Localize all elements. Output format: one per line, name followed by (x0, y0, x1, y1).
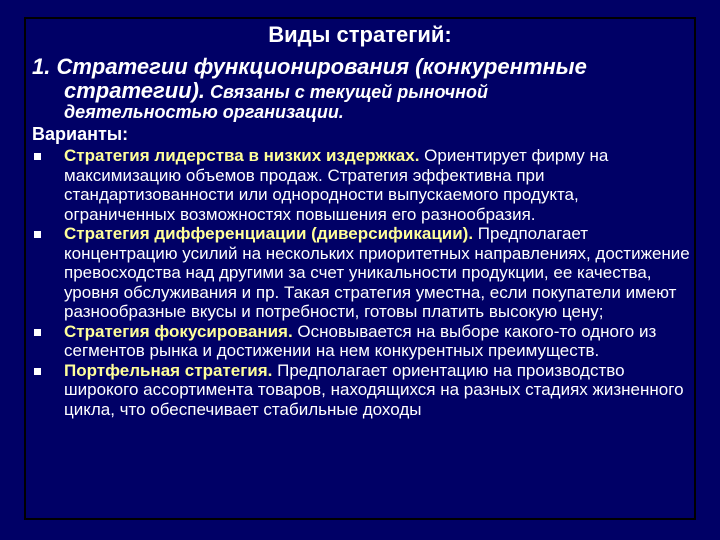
item-lead: Стратегия дифференциации (диверсификации). (64, 224, 474, 243)
heading-line-2-big: стратегии). (64, 78, 206, 103)
strategy-list (32, 146, 692, 419)
heading-line-1: 1. Стратегии функционирования (конкурентные (32, 54, 587, 79)
square-bullet-icon (34, 153, 41, 160)
heading-line-3: деятельностью организации. (64, 102, 344, 122)
square-bullet-icon (34, 329, 41, 336)
heading-line-2 (64, 78, 488, 104)
slide-title: Виды стратегий: (268, 22, 452, 47)
heading-line-2-small: Связаны с текущей рыночной (205, 82, 488, 102)
list-item (32, 361, 692, 420)
item-body: Предполагает ориентацию на производство широкого ассортимента товаров, находящихся на разных стадиях жизненного цикла, что обеспечивает стабильные доходы (64, 360, 684, 419)
item-lead: Стратегия фокусирования. (64, 321, 293, 341)
item-body: Основывается на выборе какого-то одного из сегментов рынка и достижении на нем конкурентных преимуществ. (64, 321, 657, 360)
square-bullet-icon (34, 368, 41, 375)
list-item (32, 322, 692, 361)
item-body: Ориентирует фирму на максимизацию объемов продаж. Стратегия эффективна при стандартизованности или однородности выпускаемого продукта, ограниченных возможностях повышения его разнообразия. (64, 146, 609, 224)
item-lead: Стратегия лидерства в низких издержках. (64, 146, 420, 165)
list-item (32, 224, 692, 322)
item-body: Предполагает концентрацию усилий на нескольких приоритетных направлениях, достижение превосходства над другими за счет уникальности продукции, ее качества, уровня обслуживания и пр. Такая стратегия уместна, если покупатели имеют разнообразные вкусы и потребности, готовы платить высокую цену; (64, 224, 690, 321)
list-item (32, 146, 692, 224)
variants-label: Варианты: (32, 124, 129, 144)
square-bullet-icon (34, 231, 41, 238)
item-lead: Портфельная стратегия. (64, 360, 273, 380)
